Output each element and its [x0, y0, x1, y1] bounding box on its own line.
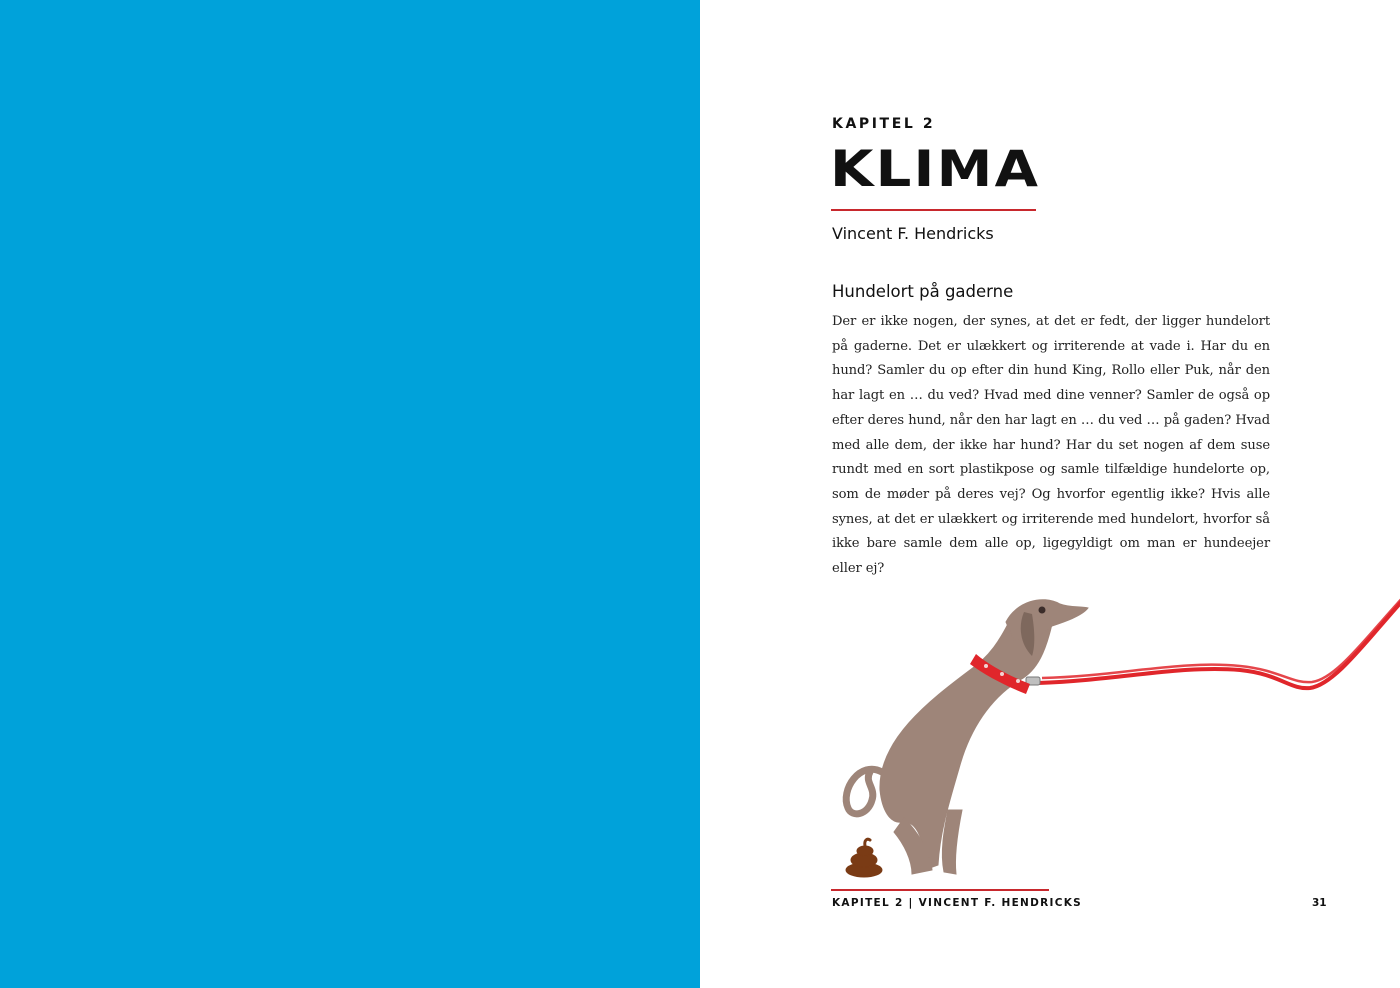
- chapter-author: Vincent F. Hendricks: [832, 224, 994, 243]
- dog-eye-icon: [1039, 607, 1046, 614]
- footer-divider: [831, 889, 1049, 891]
- title-divider: [831, 209, 1036, 211]
- chapter-title: KLIMA: [830, 140, 1041, 198]
- dog-body-icon: [846, 600, 1088, 874]
- dog-illustration: [820, 560, 1400, 890]
- running-footer: KAPITEL 2 | VINCENT F. HENDRICKS: [832, 897, 1083, 909]
- body-paragraph: Der er ikke nogen, der synes, at det er fedt, der ligger hundelort på gaderne. Det er ulækkert og irriterende at vade i. Har du en hund? Samler du op efter din hund King, Rollo eller Puk, når den har lagt en … du ved? Hvad med dine venner? Samler de også op efter deres hund, når den har lagt en … du ved … på gaden? Hvad med alle dem, der ikke har hund? Har du set nogen af dem suse rundt med en sort plastikpose og samle tilfældige hundelorte op, som de møder på deres vej? Og hvorfor egentlig ikke? Hvis alle synes, at det er ulækkert og irriterende med hundelort, hvorfor så ikke bare samle dem alle op, ligegyldigt om man er hundeejer eller ej?: [832, 314, 1270, 577]
- section-heading: Hundelort på gaderne: [832, 282, 1014, 301]
- poop-icon: [846, 839, 882, 877]
- chapter-label: KAPITEL 2: [832, 116, 936, 132]
- page-number: 31: [1312, 897, 1327, 909]
- leash-icon: [1038, 572, 1400, 688]
- book-page: [700, 0, 1400, 988]
